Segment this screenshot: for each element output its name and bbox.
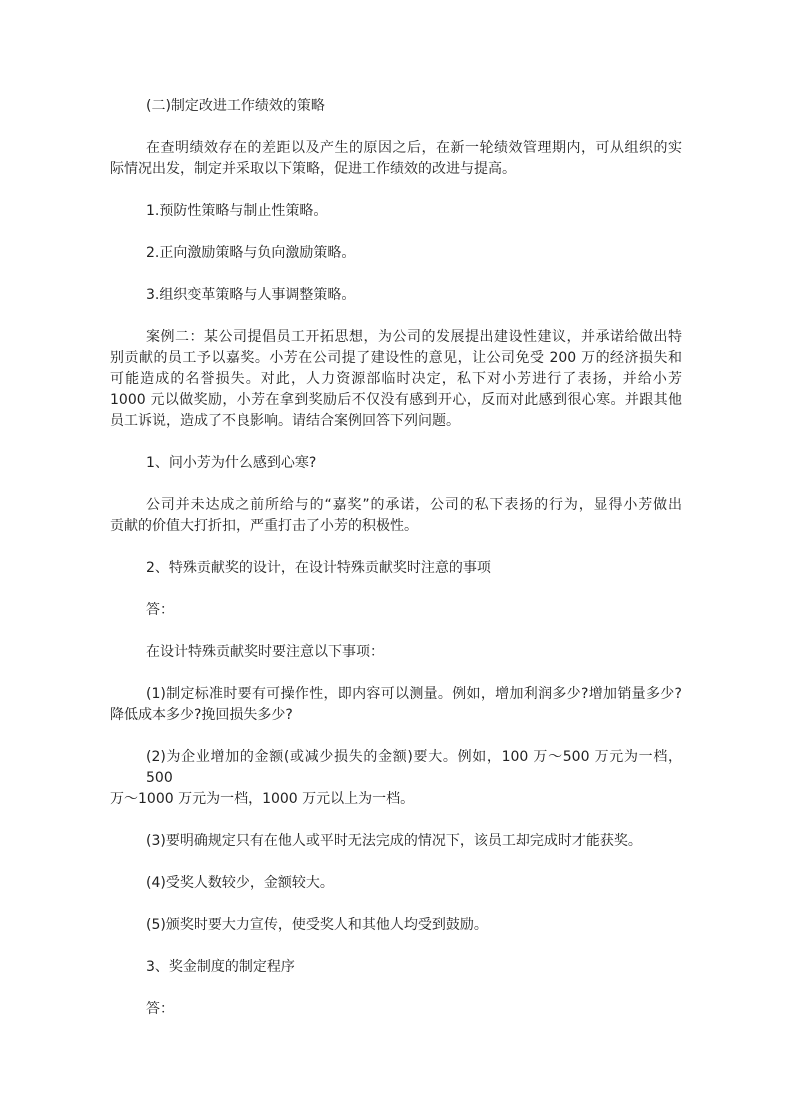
paragraph — [110, 957, 682, 978]
text-line: 2.正向激励策略与负向激励策略。 — [146, 245, 356, 261]
paragraph — [110, 600, 682, 621]
paragraph — [110, 873, 682, 894]
document-page — [110, 96, 682, 1041]
text-line: 在设计特殊贡献奖时要注意以下事项： — [146, 644, 384, 660]
text-line: 在查明绩效存在的差距以及产生的原因之后，在新一轮绩效管理期内，可从组织的实 — [146, 140, 682, 156]
text-line: 2、特殊贡献奖的设计，在设计特殊贡献奖时注意的事项 — [146, 560, 491, 576]
paragraph — [110, 831, 682, 852]
text-line: (4)受奖人数较少，金额较大。 — [146, 875, 334, 891]
text-line: 可能造成的名誉损失。对此，人力资源部临时决定，私下对小芳进行了表扬，并给小芳 — [110, 371, 682, 387]
text-line: 际情况出发，制定并采取以下策略，促进工作绩效的改进与提高。 — [110, 161, 516, 177]
paragraph — [110, 747, 682, 810]
text-line: 员工诉说，造成了不良影响。请结合案例回答下列问题。 — [110, 413, 460, 429]
text-line: 答： — [146, 1001, 174, 1017]
paragraph — [110, 915, 682, 936]
paragraph — [110, 243, 682, 264]
paragraph — [110, 138, 682, 180]
paragraph — [110, 495, 682, 537]
paragraph — [110, 684, 682, 726]
text-line: 公司并未达成之前所给与的“嘉奖”的承诺，公司的私下表扬的行为，显得小芳做出 — [146, 497, 682, 513]
text-line: 贡献的价值大打折扣，严重打击了小芳的积极性。 — [110, 518, 418, 534]
text-line: 答： — [146, 602, 174, 618]
paragraph — [110, 453, 682, 474]
paragraph — [110, 201, 682, 222]
text-line: 案例二：某公司提倡员工开拓思想，为公司的发展提出建设性建议，并承诺给做出特 — [146, 329, 682, 345]
paragraph — [110, 558, 682, 579]
paragraph — [110, 96, 682, 117]
text-line: 1、问小芳为什么感到心寒? — [146, 455, 317, 471]
text-line: 1000 元以做奖励，小芳在拿到奖励后不仅没有感到开心，反而对此感到很心寒。并跟其他 — [110, 392, 682, 408]
text-line: (2)为企业增加的金额(或减少损失的金额)要大。例如，100 万～500 万元为一档，500 — [146, 749, 682, 786]
text-line: (5)颁奖时要大力宣传，使受奖人和其他人均受到鼓励。 — [146, 917, 488, 933]
text-line: (3)要明确规定只有在他人或平时无法完成的情况下，该员工却完成时才能获奖。 — [146, 833, 642, 849]
text-line: 降低成本多少?挽回损失多少? — [110, 707, 293, 723]
paragraph — [110, 327, 682, 432]
text-line: 万～1000 万元为一档，1000 万元以上为一档。 — [110, 791, 415, 807]
paragraph — [110, 642, 682, 663]
text-line: 1.预防性策略与制止性策略。 — [146, 203, 328, 219]
paragraph — [110, 999, 682, 1020]
text-line: 别贡献的员工予以嘉奖。小芳在公司提了建设性的意见，让公司免受 200 万的经济损失和 — [110, 350, 682, 366]
text-line: 3、奖金制度的制定程序 — [146, 959, 295, 975]
text-line: (二)制定改进工作绩效的策略 — [146, 98, 325, 114]
text-line: (1)制定标准时要有可操作性，即内容可以测量。例如，增加利润多少?增加销量多少? — [146, 686, 682, 702]
text-line: 3.组织变革策略与人事调整策略。 — [146, 287, 356, 303]
paragraph — [110, 285, 682, 306]
